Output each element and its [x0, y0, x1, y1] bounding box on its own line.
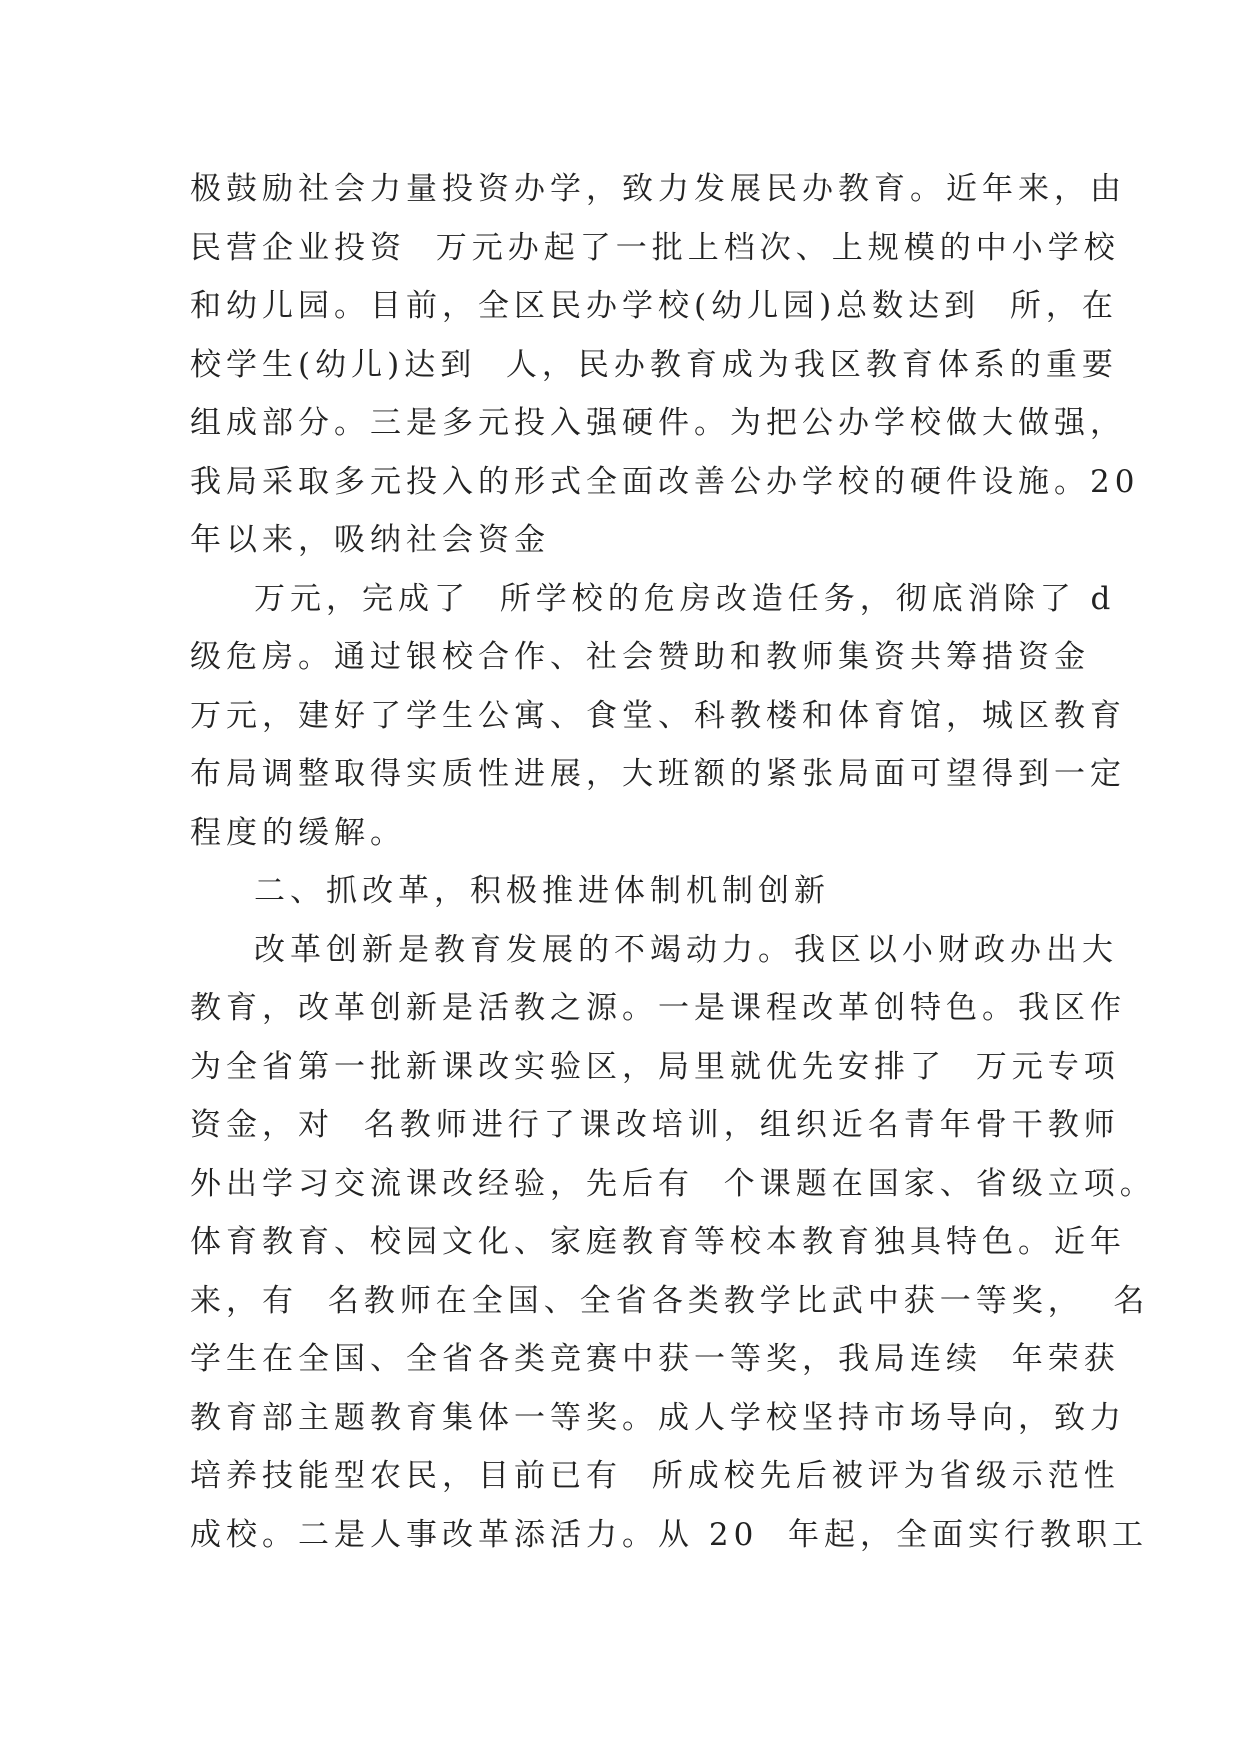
- text-line: 学生在全国、全省各类竞赛中获一等奖，我局连续 年荣获: [190, 1341, 1120, 1377]
- text-line: 年以来，吸纳社会资金: [190, 522, 550, 558]
- text-line: 民营企业投资 万元办起了一批上档次、上规模的中小学校: [190, 229, 1120, 266]
- text-line: 我局采取多元投入的形式全面改善公办学校的硬件设施。20: [190, 463, 1140, 500]
- text-line: 培养技能型农民，目前已有 所成校先后被评为省级示范性: [190, 1458, 1120, 1494]
- text-line: 万元，建好了学生公寓、食堂、科教楼和体育馆，城区教育: [190, 697, 1126, 734]
- text-line: 教育，改革创新是活教之源。一是课程改革创特色。我区作: [190, 990, 1126, 1026]
- text-line: 程度的缓解。: [190, 814, 406, 851]
- text-line: 资金，对 名教师进行了课改培训，组织近名青年骨干教师: [190, 1107, 1120, 1143]
- text-line: 外出学习交流课改经验，先后有 个课题在国家、省级立项。: [190, 1165, 1156, 1202]
- text-line: 来，有 名教师在全国、全省各类教学比武中获一等奖， 名: [190, 1282, 1150, 1319]
- text-line: 级危房。通过银校合作、社会赞助和教师集资共筹措资金: [190, 639, 1090, 675]
- text-line: 为全省第一批新课改实验区，局里就优先安排了 万元专项: [190, 1048, 1120, 1085]
- paragraph-start-line: 改革创新是教育发展的不竭动力。我区以小财政办出大: [254, 931, 1118, 968]
- text-line: 组成部分。三是多元投入强硬件。为把公办学校做大做强，: [190, 405, 1126, 441]
- text-line: 体育教育、校园文化、家庭教育等校本教育独具特色。近年: [190, 1224, 1126, 1260]
- text-line: 和幼儿园。目前，全区民办学校(幼儿园)总数达到 所，在: [190, 288, 1118, 324]
- text-line: 教育部主题教育集体一等奖。成人学校坚持市场导向，致力: [190, 1399, 1126, 1436]
- text-line: 成校。二是人事改革添活力。从 20 年起，全面实行教职工: [190, 1516, 1149, 1553]
- document-body: [190, 160, 1156, 1564]
- text-line: 极鼓励社会力量投资办学，致力发展民办教育。近年来，由: [190, 171, 1126, 207]
- paragraph-start-line: 万元，完成了 所学校的危房改造任务，彻底消除了 d: [254, 580, 1116, 617]
- text-line: 校学生(幼儿)达到 人，民办教育成为我区教育体系的重要: [190, 346, 1118, 383]
- text-line: 布局调整取得实质性进展，大班额的紧张局面可望得到一定: [190, 756, 1126, 792]
- section-heading: 二、抓改革，积极推进体制机制创新: [254, 873, 830, 909]
